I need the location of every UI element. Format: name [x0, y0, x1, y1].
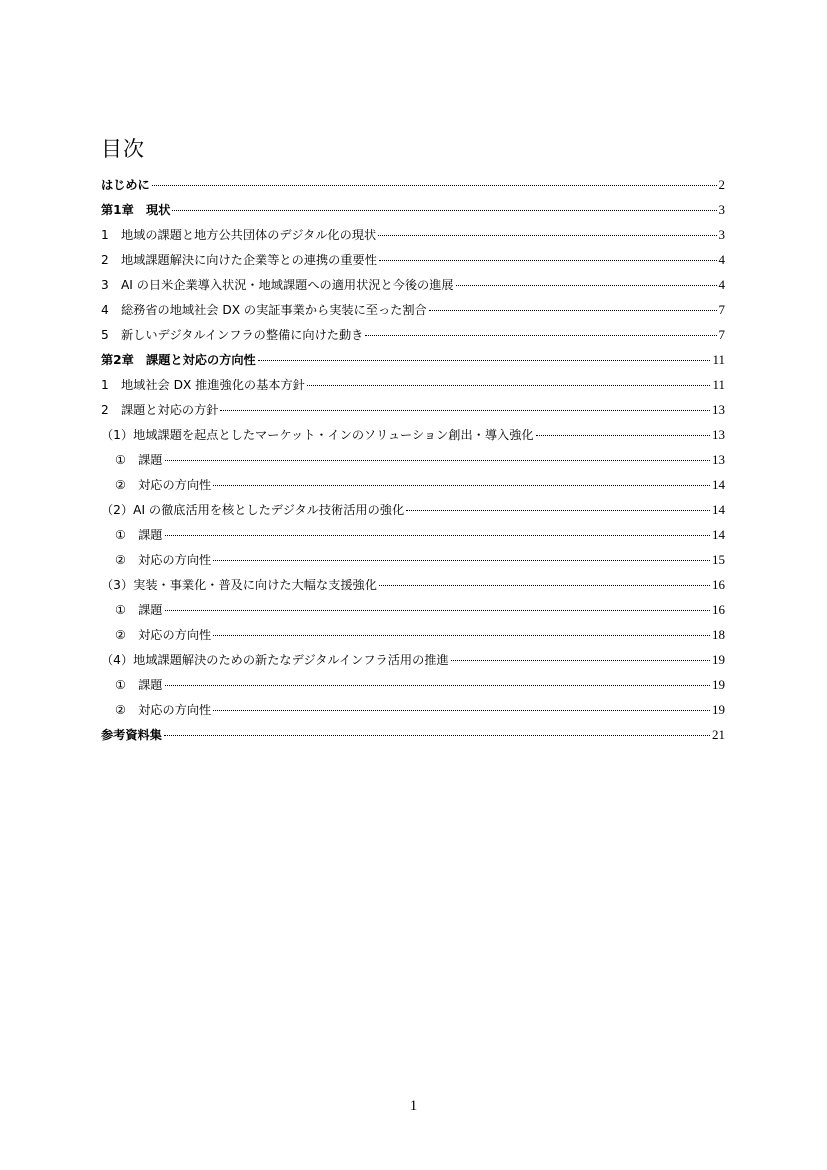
toc-entry[interactable] — [101, 347, 725, 372]
toc-entry[interactable] — [101, 647, 725, 672]
toc-entry-label: 3 AI の日米企業導入状況・地域課題への適用状況と今後の進展 — [101, 278, 454, 292]
toc-dot-leader — [165, 535, 711, 536]
toc-entry[interactable] — [101, 397, 725, 422]
toc-entry-label: （1）地域課題を起点としたマーケット・インのソリューション創出・導入強化 — [101, 428, 534, 442]
toc-entry[interactable] — [101, 222, 725, 247]
toc-entry-label: ② 対応の方向性 — [115, 553, 212, 567]
toc-entry-label: 参考資料集 — [101, 728, 162, 742]
toc-entry-label: 第2章 課題と対応の方向性 — [101, 353, 256, 367]
toc-dot-leader — [378, 235, 716, 236]
toc-entry-page: 21 — [712, 727, 725, 742]
toc-dot-leader — [456, 285, 717, 286]
page-title: 目次 — [101, 137, 145, 161]
toc-dot-leader — [220, 410, 710, 411]
toc-entry[interactable] — [101, 722, 725, 747]
toc-entry-page: 7 — [718, 327, 725, 342]
toc-entry[interactable] — [101, 522, 725, 547]
toc-dot-leader — [258, 360, 711, 361]
toc-entry-page: 19 — [712, 652, 725, 667]
toc-dot-leader — [429, 310, 717, 311]
toc-entry-page: 3 — [718, 227, 725, 242]
toc-entry-page: 13 — [712, 452, 725, 467]
toc-entry-page: 13 — [712, 427, 725, 442]
toc-entry-page: 13 — [712, 402, 725, 417]
toc-entry[interactable] — [101, 572, 725, 597]
toc-dot-leader — [164, 735, 710, 736]
toc-entry-page: 18 — [712, 627, 725, 642]
toc-entry-label: ① 課題 — [115, 453, 163, 467]
toc-dot-leader — [213, 485, 710, 486]
toc-entry-label: はじめに — [101, 178, 150, 192]
toc-dot-leader — [165, 685, 711, 686]
toc-entry[interactable] — [101, 597, 725, 622]
toc-entry-page: 7 — [718, 302, 725, 317]
toc-entry-page: 2 — [718, 177, 725, 192]
toc-entry-label: 2 地域課題解決に向けた企業等との連携の重要性 — [101, 253, 377, 267]
toc-entry-page: 4 — [718, 252, 725, 267]
toc-entry-page: 16 — [712, 602, 725, 617]
toc-dot-leader — [172, 210, 716, 211]
toc-entry-label: 第1章 現状 — [101, 203, 171, 217]
toc-entry-label: ② 対応の方向性 — [115, 703, 212, 717]
toc-entry[interactable] — [101, 422, 725, 447]
toc-entry-label: 2 課題と対応の方針 — [101, 403, 219, 417]
page-number: 1 — [409, 1098, 418, 1114]
toc-dot-leader — [536, 435, 710, 436]
toc-entry-page: 14 — [712, 477, 725, 492]
toc-entry-label: （4）地域課題解決のための新たなデジタルインフラ活用の推進 — [101, 653, 449, 667]
toc-entry[interactable] — [101, 622, 725, 647]
toc-entry[interactable] — [101, 172, 725, 197]
toc-entry-label: ② 対応の方向性 — [115, 478, 212, 492]
toc-entry-label: 1 地域社会 DX 推進強化の基本方針 — [101, 378, 305, 392]
toc-dot-leader — [406, 510, 710, 511]
toc-entry-page: 4 — [718, 277, 725, 292]
toc-entry-page: 11 — [712, 377, 725, 392]
toc-entry[interactable] — [101, 372, 725, 397]
toc-dot-leader — [213, 710, 710, 711]
toc-entry-page: 11 — [712, 352, 725, 367]
toc-entry-label: ① 課題 — [115, 603, 163, 617]
toc-entry[interactable] — [101, 672, 725, 697]
toc-entry-page: 14 — [712, 502, 725, 517]
toc-entry-page: 3 — [718, 202, 725, 217]
toc-entry[interactable] — [101, 447, 725, 472]
toc-entry-label: 5 新しいデジタルインフラの整備に向けた動き — [101, 328, 364, 342]
toc-dot-leader — [165, 460, 711, 461]
toc-entry-page: 14 — [712, 527, 725, 542]
toc-entry-label: ① 課題 — [115, 528, 163, 542]
toc-entry[interactable] — [101, 322, 725, 347]
toc-entry[interactable] — [101, 697, 725, 722]
toc-entry[interactable] — [101, 547, 725, 572]
table-of-contents — [101, 172, 725, 747]
toc-dot-leader — [365, 335, 716, 336]
toc-entry[interactable] — [101, 297, 725, 322]
toc-dot-leader — [451, 660, 710, 661]
toc-entry-label: ② 対応の方向性 — [115, 628, 212, 642]
toc-entry-page: 19 — [712, 677, 725, 692]
toc-dot-leader — [152, 185, 717, 186]
toc-entry-page: 15 — [712, 552, 725, 567]
toc-dot-leader — [213, 635, 710, 636]
toc-entry[interactable] — [101, 472, 725, 497]
toc-entry-label: 1 地域の課題と地方公共団体のデジタル化の現状 — [101, 228, 377, 242]
toc-dot-leader — [379, 585, 710, 586]
toc-entry[interactable] — [101, 497, 725, 522]
toc-entry-label: 4 総務省の地域社会 DX の実証事業から実装に至った割合 — [101, 303, 427, 317]
toc-entry-label: （3）実装・事業化・普及に向けた大幅な支援強化 — [101, 578, 377, 592]
toc-entry[interactable] — [101, 272, 725, 297]
toc-entry-label: ① 課題 — [115, 678, 163, 692]
toc-entry-page: 16 — [712, 577, 725, 592]
toc-entry[interactable] — [101, 197, 725, 222]
toc-dot-leader — [307, 385, 711, 386]
toc-entry-label: （2）AI の徹底活用を核としたデジタル技術活用の強化 — [101, 503, 405, 517]
toc-dot-leader — [165, 610, 711, 611]
toc-entry[interactable] — [101, 247, 725, 272]
toc-dot-leader — [213, 560, 710, 561]
toc-dot-leader — [379, 260, 717, 261]
toc-entry-page: 19 — [712, 702, 725, 717]
